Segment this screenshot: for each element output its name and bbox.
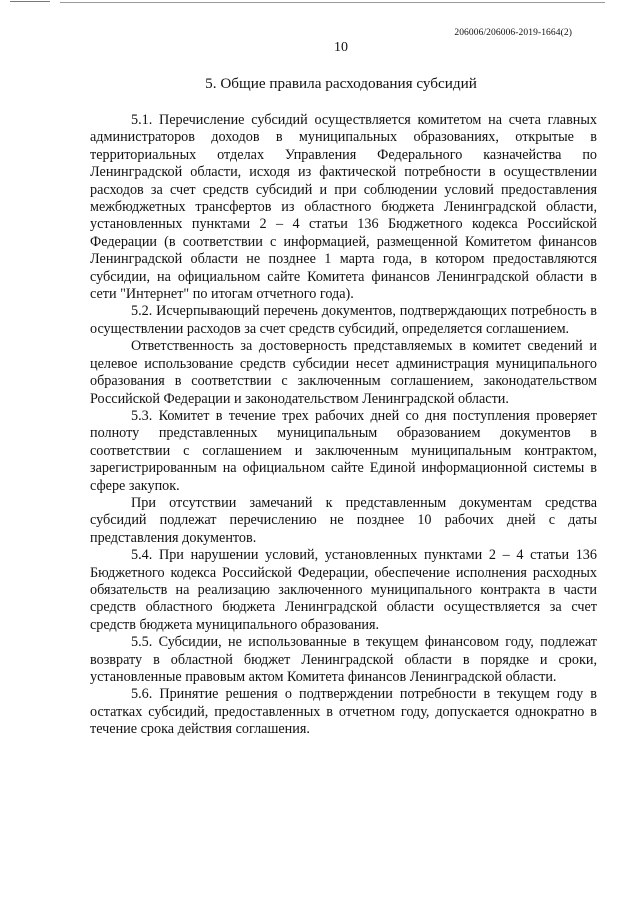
scan-line-left	[10, 1, 50, 2]
document-id: 206006/206006-2019-1664(2)	[454, 28, 572, 38]
section-title: 5. Общие правила расходования субсидий	[205, 75, 477, 92]
paragraph-5-5: 5.5. Субсидии, не использованные в текущем финансовом году, подлежат возврату в областной бюджет Ленинградской области в порядке и сроки, установленные правовым актом Комитета финансов Ленинградской области.	[90, 634, 597, 685]
paragraph-5-3: 5.3. Комитет в течение трех рабочих дней со дня поступления проверяет полноту представленных муниципальным образованием документов в соответствии с соглашением и заключенным муниципальным контрактом, зарегистрированным на официальном сайте Единой информационной системы в сфере закупок.	[90, 407, 597, 494]
document-body	[90, 112, 597, 739]
paragraph-5-4: 5.4. При нарушении условий, установленных пунктами 2 – 4 статьи 136 Бюджетного кодекса Российской Федерации, обеспечение исполнения расходных обязательств на реализацию заключенного муниципального контракта в части средств областного бюджета Ленинградской области осуществляется за счет средств бюджета муниципального образования.	[90, 547, 597, 633]
paragraph-responsibility: Ответственность за достоверность представляемых в комитет сведений и целевое использование средств субсидии несет администрация муниципального образования в соответствии с заключенным соглашением, законодательством Российской Федерации и законодательством Ленинградской области.	[90, 338, 597, 407]
page-number: 10	[334, 40, 348, 55]
scan-top-edge	[0, 0, 640, 3]
paragraph-no-remarks: При отсутствии замечаний к представленным документам средства субсидий подлежат перечислению не позднее 10 рабочих дней с даты представления документов.	[90, 494, 597, 546]
scan-line-main	[60, 2, 605, 3]
paragraph-5-6: 5.6. Принятие решения о подтверждении потребности в текущем году в остатках субсидий, предоставленных в отчетном году, допускается однократно в течение срока действия соглашения.	[90, 686, 597, 738]
paragraph-5-1: 5.1. Перечисление субсидий осуществляется комитетом на счета главных администраторов доходов в муниципальных образованиях, открытые в территориальных отделах Управления Федерального казначейства по Ленинградской области, исходя из фактической потребности в осуществлении расходов за счет средств субсидий и при соблюдении условий предоставления межбюджетных трансфертов из областного бюджета Ленинградской области, установленных пунктами 2 – 4 статьи 136 Бюджетного кодекса Российской Федерации (в соответствии с информацией, размещенной Комитетом финансов Ленинградской области не позднее 1 марта года, в котором предоставляются субсидии, на официальном сайте Комитета финансов Ленинградской области в сети "Интернет" по итогам отчетного года).	[90, 112, 597, 303]
paragraph-5-2: 5.2. Исчерпывающий перечень документов, подтверждающих потребность в осуществлении расходов за счет средств субсидий, определяется соглашением.	[90, 303, 597, 337]
